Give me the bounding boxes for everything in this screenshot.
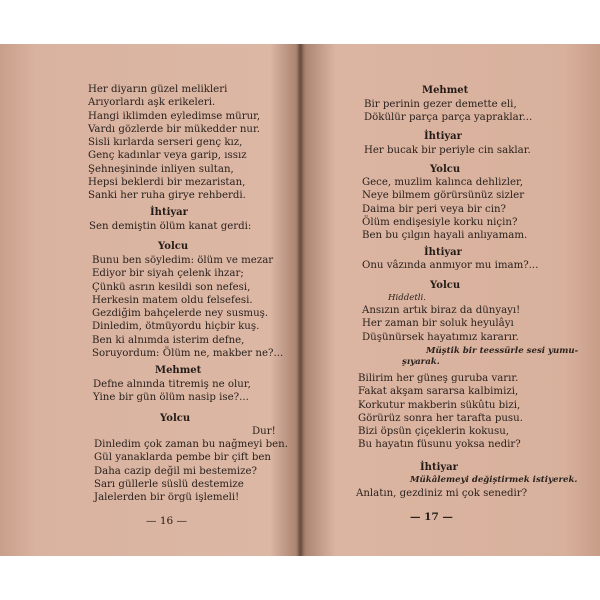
- verse-line: Fakat akşam sararsa kalbimizi,: [358, 386, 519, 398]
- verse-block-5: [94, 438, 288, 504]
- verse-line: Gül yanaklarda pembe bir çift ben: [94, 452, 271, 464]
- stage-direction: Hiddetli.: [388, 293, 427, 303]
- verse-line: Sanki her ruha girye rehberdi.: [88, 190, 246, 202]
- verse-line: Sisli kırlarda serseri genç kız,: [88, 137, 243, 149]
- verse-line: Anlatın, gezdiniz mi çok senedir?: [356, 488, 528, 499]
- verse-block-1: [364, 98, 532, 125]
- stage-direction: şıyarak.: [402, 357, 440, 367]
- verse-line: Bilirim her güneş guruba varır.: [358, 373, 519, 384]
- verse-line: Bizi öpsün çiçeklerin kokusu,: [358, 426, 510, 438]
- verse-line: Dinledim, ötmüyordu hiçbir kuş.: [92, 321, 260, 333]
- verse-line: Neye bilmem görürsünüz sizler: [362, 190, 525, 202]
- verse-block-3: [362, 176, 527, 242]
- verse-line: Jalelerden bir örgü işlemeli!: [94, 492, 240, 504]
- verse-line: Hangi iklimden eyledimse mürur,: [88, 110, 261, 122]
- stage-direction: Müştik bir teessürle sesi yumu-: [426, 346, 579, 356]
- verse-line: Şehneşininde inliyen sultan,: [88, 163, 234, 175]
- verse-block-5: [362, 304, 520, 344]
- verse-block-4: [93, 378, 251, 405]
- stage-word: Dur!: [252, 426, 276, 437]
- verse-line: Ben bu çılgın hayali anlıyamam.: [362, 230, 528, 242]
- verse-block-1: [88, 83, 260, 203]
- verse-line: Ölüm endişesiyle korku niçin?: [362, 216, 518, 228]
- verse-line: Düşünürsek hayatımız kararır.: [362, 331, 519, 343]
- speaker-name: Yolcu: [430, 164, 461, 175]
- verse-line: Çünkü asrın kesildi son nefesi,: [92, 281, 251, 293]
- verse-line: Ediyor bir siyah çelenk ihzar;: [92, 268, 244, 280]
- verse-block-2: [89, 220, 251, 233]
- page-number: — 16 —: [146, 515, 188, 527]
- speaker-name: Mehmet: [422, 85, 469, 96]
- verse-block-3: [92, 254, 283, 360]
- stage-direction: Mükâlemeyi değiştirmek istiyerek.: [410, 475, 578, 485]
- verse-line: Sen demiştin ölüm kanat gerdi:: [89, 221, 252, 232]
- verse-line: Gece, muzlim kalınca dehlizler,: [362, 177, 523, 188]
- verse-line: Soruyordum: Ölüm ne, makber ne?...: [92, 348, 284, 360]
- verse-line: Her zaman bir soluk heyulâyı: [362, 318, 514, 330]
- verse-block-2: [364, 144, 531, 157]
- verse-block-4: [362, 259, 538, 272]
- verse-line: Sarı güllerle süslü destemize: [94, 478, 244, 490]
- verse-line: Ben ki alnımda isterim defne,: [92, 334, 245, 346]
- verse-block-6: [358, 372, 523, 452]
- verse-line: Bir perinin gezer demette eli,: [364, 99, 517, 110]
- speaker-name: İhtiyar: [150, 207, 188, 218]
- verse-block-7: [356, 487, 527, 500]
- verse-line: Herkesin matem oldu felsefesi.: [92, 294, 253, 306]
- speaker-name: Yolcu: [158, 241, 189, 252]
- verse-line: Bu hayatın füsunu yoksa nedir?: [358, 439, 521, 451]
- verse-line: Korkutur makberin sükûtu bizi,: [358, 399, 521, 411]
- right-page: [302, 44, 600, 556]
- verse-line: Gezdiğim bahçelerde ney susmuş.: [92, 308, 269, 320]
- verse-line: Dinledim çok zaman bu nağmeyi ben.: [94, 439, 288, 450]
- left-page: [0, 44, 298, 556]
- speaker-name: Yolcu: [160, 413, 191, 424]
- verse-line: Arıyorlardı aşk erikeleri.: [88, 97, 216, 109]
- verse-line: Her diyarın güzel melikleri: [88, 84, 228, 95]
- verse-line: Bunu ben söyledim: ölüm ve mezar: [92, 255, 274, 266]
- speaker-name: Yolcu: [430, 280, 461, 291]
- verse-line: Daha cazip değil mi bestemize?: [94, 465, 257, 477]
- verse-line: Genç kadınlar veya garip, ıssız: [88, 150, 247, 162]
- verse-line: Hepsi beklerdi bir mezaristan,: [88, 177, 246, 189]
- verse-line: Her bucak bir periyle cin saklar.: [364, 145, 531, 156]
- speaker-name: İhtiyar: [420, 462, 458, 473]
- verse-line: Defne alnında titremiş ne olur,: [93, 379, 251, 390]
- verse-line: Dökülür parça parça yapraklar...: [364, 112, 533, 124]
- speaker-name: İhtiyar: [424, 247, 462, 258]
- speaker-name: İhtiyar: [424, 131, 462, 142]
- verse-line: Yine bir gün ölüm nasip ise?...: [93, 392, 249, 404]
- book-spread: [0, 44, 600, 556]
- verse-line: Daima bir peri veya bir cin?: [362, 203, 507, 215]
- verse-line: Görürüz sonra her tarafta pusu.: [358, 412, 523, 424]
- verse-line: Vardı gözlerde bir mükedder nur.: [88, 123, 260, 135]
- verse-line: Onu vâzında anmıyor mu imam?...: [362, 260, 539, 271]
- speaker-name: Mehmet: [155, 365, 202, 376]
- verse-line: Ansızın artık biraz da dünyayı!: [362, 305, 521, 316]
- page-number: — 17 —: [410, 511, 453, 523]
